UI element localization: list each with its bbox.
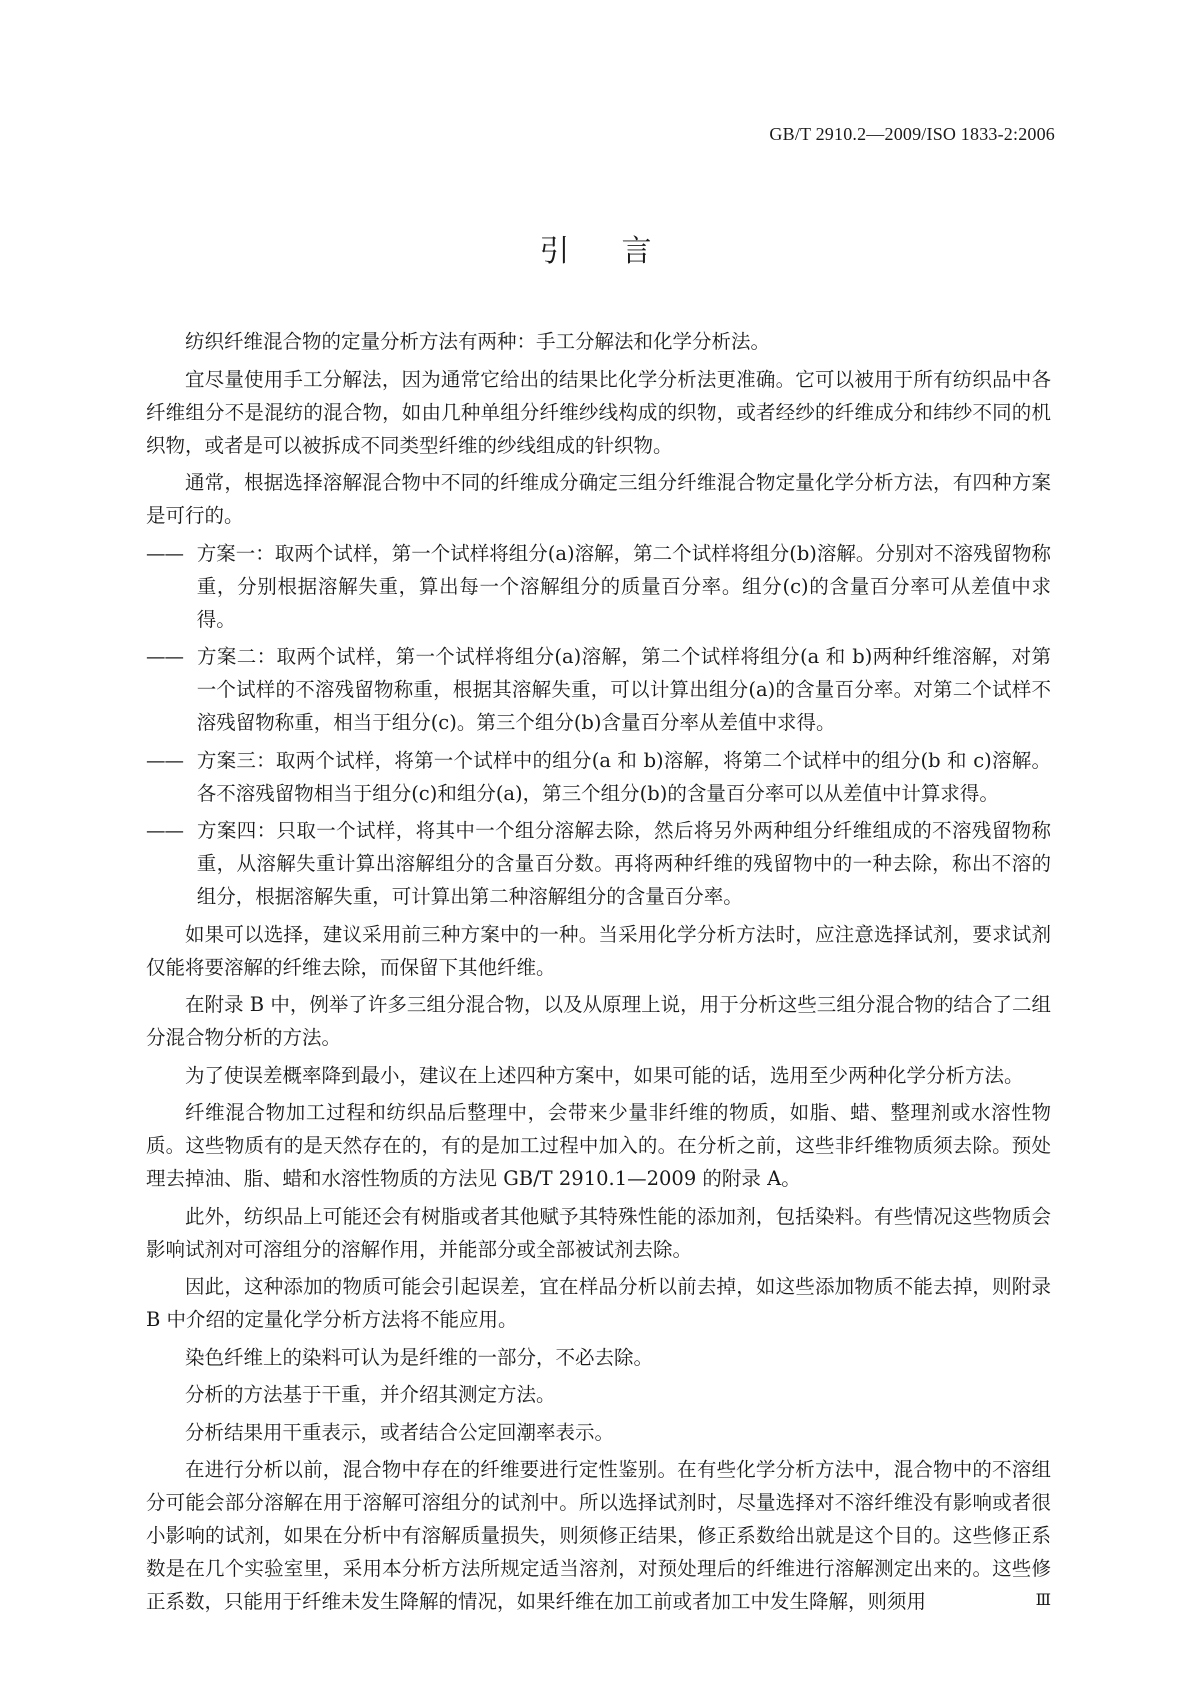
scheme-3-item: [146, 744, 1051, 810]
standard-code-header: GB/T 2910.2—2009/ISO 1833-2:2006: [769, 124, 1055, 144]
list-dash: ——: [146, 541, 183, 565]
paragraph-5: 在附录 B 中，例举了许多三组分混合物，以及从原理上说，用于分析这些三组分混合物的结合了二组分混合物分析的方法。: [146, 993, 1051, 1049]
list-dash: ——: [146, 748, 183, 772]
paragraph-11: 分析的方法基于干重，并介绍其测定方法。: [185, 1383, 556, 1406]
page-title: 引言: [539, 234, 704, 269]
paragraph-4: 如果可以选择，建议采用前三种方案中的一种。当采用化学分析方法时，应注意选择试剂，要求试剂仅能将要溶解的纤维去除，而保留下其他纤维。: [146, 922, 1051, 979]
scheme-1-item: [146, 537, 1051, 636]
scheme-4-item: [146, 814, 1051, 913]
paragraph-3: 通常，根据选择溶解混合物中不同的纤维成分确定三组分纤维混合物定量化学分析方法，有四种方案是可行的。: [146, 471, 1051, 527]
paragraph-8: 此外，纺织品上可能还会有树脂或者其他赋予其特殊性能的添加剂，包括染料。有些情况这些物质会影响试剂对可溶组分的溶解作用，并能部分或全部被试剂去除。: [146, 1204, 1051, 1261]
scheme-4-text: 方案四：只取一个试样，将其中一个组分溶解去除，然后将另外两种组分纤维组成的不溶残留物称重，从溶解失重计算出溶解组分的含量百分数。再将两种纤维的残留物中的一种去除，称出不溶的组分，根据溶解失重，可计算出第二种溶解组分的含量百分率。: [196, 819, 1051, 908]
scheme-2-text: 方案二：取两个试样，第一个试样将组分(a)溶解，第二个试样将组分(a 和 b)两种纤维溶解，对第一个试样的不溶残留物称重，根据其溶解失重，可以计算出组分(a)的含量百分率。对第二个试样不溶残留物称重，相当于组分(c)。第三个组分(b)含量百分率从差值中求得。: [196, 645, 1051, 734]
paragraph-7: 纤维混合物加工过程和纺织品后整理中，会带来少量非纤维的物质，如脂、蜡、整理剂或水溶性物质。这些物质有的是天然存在的，有的是加工过程中加入的。在分析之前，这些非纤维物质须去除。预处理去掉油、脂、蜡和水溶性物质的方法见 GB/T 2910.1—2009 的附录 A。: [146, 1101, 1051, 1190]
paragraph-10: 染色纤维上的染料可认为是纤维的一部分，不必去除。: [185, 1345, 654, 1369]
page-number: Ⅲ: [1035, 1592, 1051, 1609]
list-dash: ——: [146, 819, 183, 842]
scheme-2-item: [146, 640, 1051, 739]
paragraph-1: 纺织纤维混合物的定量分析方法有两种：手工分解法和化学分析法。: [185, 330, 771, 353]
paragraph-2: 宜尽量使用手工分解法，因为通常它给出的结果比化学分析法更准确。它可以被用于所有纺织品中各纤维组分不是混纺的混合物，如由几种单组分纤维纱线构成的织物，或者经纱的纤维成分和纬纱不同的机织物，或者是可以被拆成不同类型纤维的纱线组成的针织物。: [146, 367, 1051, 457]
paragraph-9: 因此，这种添加的物质可能会引起误差，宜在样品分析以前去掉，如这些添加物质不能去掉，则附录 B 中介绍的定量化学分析方法将不能应用。: [146, 1275, 1051, 1331]
document-body: [146, 325, 1051, 1623]
scheme-3-text: 方案三：取两个试样，将第一个试样中的组分(a 和 b)溶解，将第二个试样中的组分(b 和 c)溶解。各不溶残留物相当于组分(c)和组分(a)，第三个组分(b)的含量百分率可以从差值中计算求得。: [196, 748, 1051, 805]
paragraph-12: 分析结果用干重表示，或者结合公定回潮率表示。: [185, 1420, 615, 1444]
paragraph-6: 为了使误差概率降到最小，建议在上述四种方案中，如果可能的话，选用至少两种化学分析方法。: [185, 1063, 1024, 1087]
scheme-1-text: 方案一：取两个试样，第一个试样将组分(a)溶解，第二个试样将组分(b)溶解。分别对不溶残留物称重，分别根据溶解失重，算出每一个溶解组分的质量百分率。组分(c)的含量百分率可从差值中求得。: [196, 541, 1051, 631]
paragraph-13: 在进行分析以前，混合物中存在的纤维要进行定性鉴别。在有些化学分析方法中，混合物中的不溶组分可能会部分溶解在用于溶解可溶组分的试剂中。所以选择试剂时，尽量选择对不溶纤维没有影响或者很小影响的试剂，如果在分析中有溶解质量损失，则须修正结果，修正系数给出就是这个目的。这些修正系数是在几个实验室里，采用本分析方法所规定适当溶剂，对预处理后的纤维进行溶解测定出来的。这些修正系数，只能用于纤维未发生降解的情况，如果纤维在加工前或者加工中发生降解，则须用: [146, 1458, 1051, 1613]
list-dash: ——: [146, 645, 183, 668]
